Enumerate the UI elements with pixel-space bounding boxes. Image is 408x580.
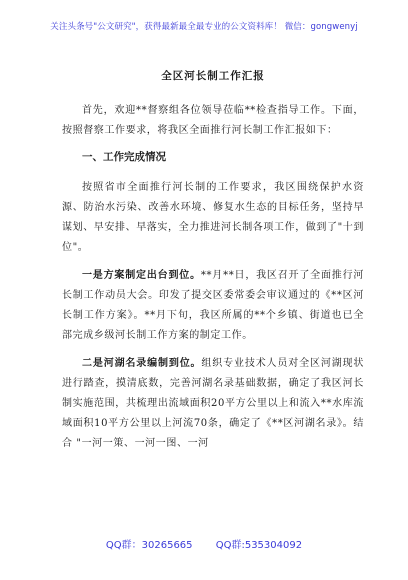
document-title: 全区河长制工作汇报 bbox=[161, 70, 265, 82]
document-body bbox=[62, 60, 364, 462]
header-banner: 关注头条号"公文研究"，获得最新最全最专业的公文资料库！ 微信：gongwenyj bbox=[50, 22, 358, 32]
item-two-paragraph bbox=[62, 354, 364, 454]
footer-banner bbox=[0, 536, 408, 551]
item-one-paragraph bbox=[62, 266, 364, 346]
item-two-lead: 二是河湖名录编制到位。 bbox=[82, 358, 202, 369]
footer-qq-1: QQ群：30265665 bbox=[105, 540, 193, 551]
item-two-text: 组织专业技术人员对全区河湖现状进行踏查，摸清底数，完善河湖名录基础数据，确定了我区河长制实施范围，共梳理出流域面积20平方公里以上和流入**水库流域面积10平方公里以上河流70条，确定了《**区河湖名录》。结合 "一河一策、一河一图、一河 bbox=[62, 358, 365, 449]
section-heading: 一、工作完成情况 bbox=[82, 151, 166, 163]
intro-paragraph: 首先，欢迎**督察组各位领导莅临**检查指导工作。下面，按照督察工作要求，将我区全面推行河长制工作汇报如下： bbox=[62, 105, 364, 136]
item-one-lead: 一是方案制定出台到位。 bbox=[82, 270, 201, 281]
section-paragraph: 按照省市全面推行河长制的工作要求，我区围绕保护水资源、防治水污染、改善水环境、修复水生态的目标任务，坚持早谋划、早安排、早落实，全力推进河长制各项工作，做到了"十到位"。 bbox=[62, 182, 364, 253]
item-one-text: **月**日，我区召开了全面推行河长制工作动员大会。印发了提交区委常委会审议通过的《**区河长制工作方案》。**月下旬，我区所属的**个乡镇、街道也已全部完成乡级河长制工作方案的制定工作。 bbox=[62, 270, 364, 341]
footer-qq-2: QQ群:535304092 bbox=[215, 540, 303, 551]
